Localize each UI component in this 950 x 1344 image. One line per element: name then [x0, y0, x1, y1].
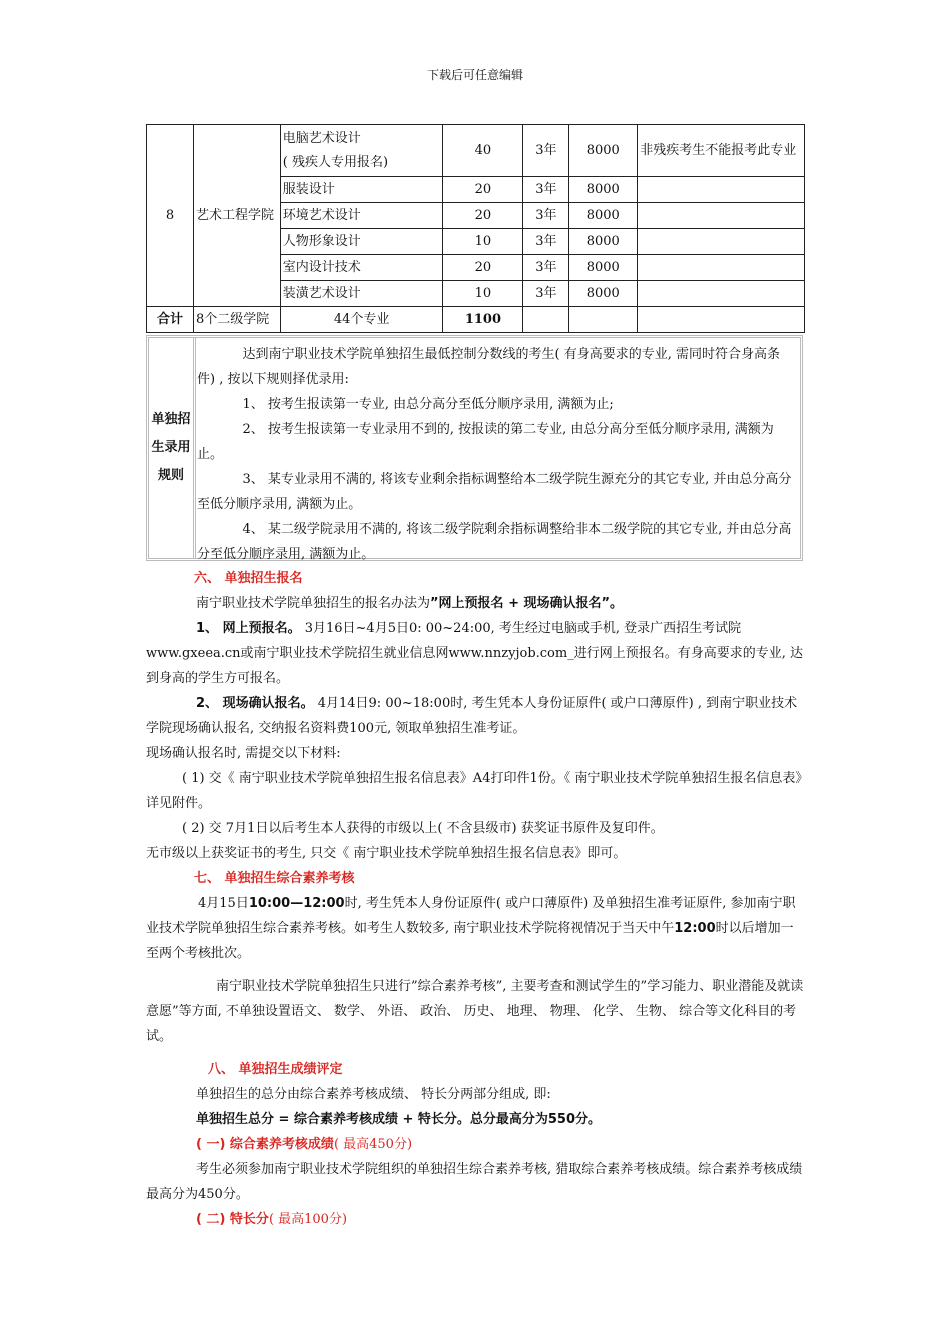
- enroll-count: 40: [443, 125, 523, 177]
- note: [638, 281, 805, 307]
- duration: 3年: [523, 281, 569, 307]
- major-name: 环境艺术设计: [280, 203, 443, 229]
- enroll-count: 20: [443, 203, 523, 229]
- row-index: 8: [147, 125, 194, 307]
- rules-intro: 达到南宁职业技术学院单独招生最低控制分数线的考生( 有身高要求的专业, 需同时符合身高条件) , 按以下规则择优录用:: [197, 347, 780, 387]
- s6-material-1: ( 1) 交《 南宁职业技术学院单独招生报名信息表》A4打印件1份。《 南宁职业技术学院单独招生报名信息表》详见附件。: [146, 771, 802, 811]
- s6-material-3: 无市级以上获奖证书的考生, 只交《 南宁职业技术学院单独招生报名信息表》即可。: [146, 846, 627, 861]
- note: 非残疾考生不能报考此专业: [638, 125, 805, 177]
- s8-sub-1-body: 考生必须参加南宁职业技术学院组织的单独招生综合素养考核, 猎取综合素养考核成绩。综合素养考核成绩最高分为450分。: [146, 1162, 803, 1202]
- tuition: 8000: [569, 177, 638, 203]
- major-name: 室内设计技术: [280, 255, 443, 281]
- tuition: 8000: [569, 255, 638, 281]
- main-content: [146, 566, 806, 1232]
- s8-formula: 单独招生总分 = 综合素养考核成绩 + 特长分。总分最高分为550分。: [196, 1112, 602, 1127]
- enroll-count: 20: [443, 177, 523, 203]
- college-name: 艺术工程学院: [193, 125, 280, 307]
- rule-item: 3、 某专业录用不满的, 将该专业剩余指标调整给本二级学院生源充分的其它专业, 并由总分高分至低分顺序录用, 满额为止。: [197, 472, 792, 512]
- duration: 3年: [523, 255, 569, 281]
- duration: 3年: [523, 229, 569, 255]
- s7-para-2: 南宁职业技术学院单独招生只进行”综合素养考核”, 主要考查和测试学生的”学习能力、职业潜能及就读意愿”等方面, 不单独设置语文、 数学、 外语、 政治、 历史、 地理、 物理、 化学、 生物、 综合等文化科目的考试。: [146, 979, 804, 1044]
- s6-item-2: 2、 现场确认报名。 4月14日9: 00~18:00时, 考生凭本人身份证原件( 或户口薄原件) , 到南宁职业技术学院现场确认报名, 交纳报名资料费100元, 领取单独招生准考证。: [146, 696, 798, 736]
- enroll-count: 10: [443, 229, 523, 255]
- section-7-title: 七、 单独招生综合素养考核: [194, 871, 355, 886]
- note: [638, 255, 805, 281]
- s6-item-1: 1、 网上预报名。 3月16日~4月5日0: 00~24:00, 考生经过电脑或手机, 登录广西招生考试院www.gxeea.cn或南宁职业技术学院招生就业信息网www.nnzyjob.com_进行网上预报名。有身高要求的专业, 达到身高的学生方可报名。: [146, 621, 803, 686]
- table-row: [147, 125, 805, 177]
- total-count: 1100: [443, 307, 523, 333]
- s6-materials: 现场确认报名时, 需提交以下材料:: [146, 746, 341, 761]
- total-majors: 44个专业: [280, 307, 443, 333]
- note: [638, 203, 805, 229]
- tuition: 8000: [569, 125, 638, 177]
- major-name: 人物形象设计: [280, 229, 443, 255]
- major-table: [146, 124, 805, 333]
- page-header: 下载后可任意编辑: [426, 68, 523, 82]
- duration: 3年: [523, 177, 569, 203]
- enroll-count: 10: [443, 281, 523, 307]
- total-row: [147, 307, 805, 333]
- tuition: 8000: [569, 281, 638, 307]
- admission-rules-box: [146, 335, 803, 561]
- major-name: 电脑艺术设计 ( 残疾人专用报名): [280, 125, 443, 177]
- rules-body: [197, 342, 796, 567]
- tuition: 8000: [569, 203, 638, 229]
- enroll-count: 20: [443, 255, 523, 281]
- tuition: 8000: [569, 229, 638, 255]
- s7-para-1: 4月15日10:00—12:00时, 考生凭本人身份证原件( 或户口薄原件) 及单独招生准考证原件, 参加南宁职业技术学院单独招生综合素养考核。如考生人数较多, 南宁职业技术学院将视情况于当天中午12:00时以后增加一至两个考核批次。: [146, 896, 796, 961]
- s8-para-1: 单独招生的总分由综合素养考核成绩、 特长分两部分组成, 即:: [196, 1087, 551, 1102]
- s6-material-2: ( 2) 交 7月1日以后考生本人获得的市级以上( 不含县级市) 获奖证书原件及复印件。: [182, 821, 664, 836]
- section-8-title: 八、 单独招生成绩评定: [208, 1062, 343, 1077]
- note: [638, 177, 805, 203]
- total-label: 合计: [147, 307, 194, 333]
- rules-label: 单独招生录用规则: [149, 338, 196, 558]
- duration: 3年: [523, 203, 569, 229]
- duration: 3年: [523, 125, 569, 177]
- s8-sub-2: ( 二) 特长分( 最高100分): [196, 1212, 348, 1227]
- major-name: 服装设计: [280, 177, 443, 203]
- total-colleges: 8个二级学院: [193, 307, 280, 333]
- rule-item: 4、 某二级学院录用不满的, 将该二级学院剩余指标调整给非本二级学院的其它专业, 并由总分高分至低分顺序录用, 满额为止。: [197, 522, 792, 562]
- note: [638, 229, 805, 255]
- s6-intro: 南宁职业技术学院单独招生的报名办法为”网上预报名 + 现场确认报名”。: [196, 596, 624, 611]
- major-name: 装潢艺术设计: [280, 281, 443, 307]
- section-6-title: 六、 单独招生报名: [194, 571, 303, 586]
- s8-sub-1: ( 一) 综合素养考核成绩( 最高450分): [196, 1137, 413, 1152]
- rule-item: 2、 按考生报读第一专业录用不到的, 按报读的第二专业, 由总分高分至低分顺序录用, 满额为止。: [197, 422, 774, 462]
- rule-item: 1、 按考生报读第一专业, 由总分高分至低分顺序录用, 满额为止;: [242, 397, 614, 412]
